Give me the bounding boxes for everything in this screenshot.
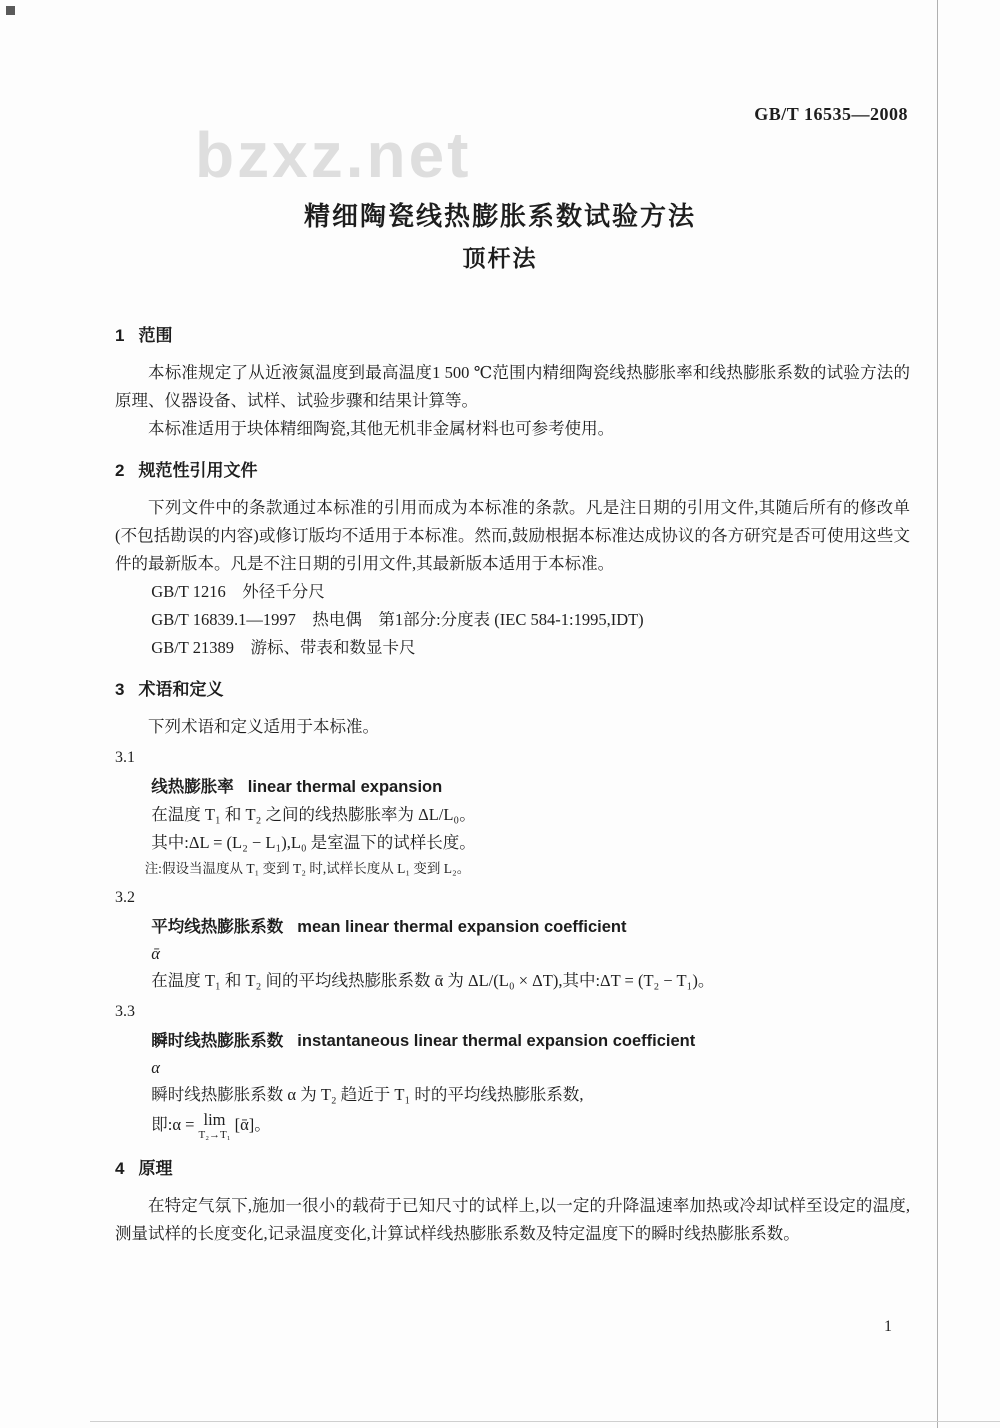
- term-3-2-chinese: 平均线热膨胀系数: [151, 918, 284, 936]
- section-3-intro: 下列术语和定义适用于本标准。: [148, 717, 379, 736]
- clause-3-1-definition-2: 其中:ΔL = (L₂ − L₁),L₀ 是室温下的试样长度。: [151, 833, 476, 852]
- section-4-number: 4: [115, 1159, 125, 1179]
- normative-reference-1: GB/T 1216 外径千分尺: [151, 582, 325, 601]
- section-3-number: 3: [115, 680, 125, 699]
- clause-3-1-number: 3.1: [115, 749, 135, 766]
- term-3-2-english: mean linear thermal expansion coefficient: [297, 918, 627, 936]
- clause-3-2-definition: 在温度 T₁ 和 T₂ 间的平均线热膨胀系数 ᾱ 为 ΔL/(L₀ × ΔT),其中:ΔT = (T₂ − T₁)。: [151, 971, 715, 990]
- section-4-title: 原理: [138, 1159, 173, 1179]
- document-title: 精细陶瓷线热膨胀系数试验方法: [303, 201, 696, 231]
- section-2-heading: [115, 457, 910, 485]
- scan-bottom-line: [90, 1421, 1000, 1422]
- section-1-title: 范围: [138, 326, 173, 345]
- clause-3-3-definition: 瞬时线热膨胀系数 α 为 T₂ 趋近于 T₁ 时的平均线热膨胀系数,: [151, 1085, 584, 1104]
- clause-3-2-number: 3.2: [115, 889, 135, 906]
- document-body: [115, 322, 910, 1248]
- normative-reference-2: GB/T 16839.1—1997 热电偶 第1部分:分度表 (IEC 584-1:1995,IDT): [151, 610, 644, 629]
- symbol-alpha: α: [151, 1058, 160, 1077]
- clause-3-1-definition-1: 在温度 T₁ 和 T₂ 之间的线热膨胀率为 ΔL/L₀。: [151, 805, 476, 824]
- clause-3-1-note: 注:假设当温度从 T₁ 变到 T₂ 时,试样长度从 L₁ 变到 L₂。: [144, 861, 471, 876]
- term-3-3-english: instantaneous linear thermal expansion coefficient: [297, 1032, 696, 1050]
- normative-reference-3: GB/T 21389 游标、带表和数显卡尺: [151, 638, 416, 657]
- limit-operator: [198, 1111, 230, 1141]
- section-1-paragraph-2: 本标准适用于块体精细陶瓷,其他无机非金属材料也可参考使用。: [148, 419, 615, 438]
- clause-3-3-number: 3.3: [115, 1003, 135, 1020]
- page-number: 1: [884, 1318, 892, 1335]
- section-2-title: 规范性引用文件: [138, 461, 258, 480]
- standard-number: GB/T 16535—2008: [754, 104, 908, 124]
- term-3-1-english: linear thermal expansion: [247, 778, 443, 796]
- term-3-1: [115, 773, 910, 801]
- section-1-paragraph-1: 本标准规定了从近液氮温度到最高温度1 500 ℃范围内精细陶瓷线热膨胀率和线热膨胀系数的试验方法的原理、仪器设备、试样、试验步骤和结果计算等。: [115, 363, 910, 410]
- lim-word: lim: [203, 1110, 226, 1130]
- section-2-number: 2: [115, 461, 125, 480]
- watermark: bzxz.net: [195, 119, 472, 191]
- symbol-mean-alpha: ᾱ: [151, 944, 160, 963]
- document-subtitle: 顶杆法: [462, 245, 538, 271]
- section-3-heading: [115, 676, 910, 704]
- section-3-title: 术语和定义: [138, 680, 224, 699]
- section-4-heading: [115, 1155, 910, 1183]
- section-1-heading: [115, 322, 910, 350]
- term-3-3-chinese: 瞬时线热膨胀系数: [151, 1032, 284, 1050]
- lim-subscript: T₂→T₁: [198, 1129, 231, 1142]
- section-1-number: 1: [115, 326, 125, 345]
- formula-instantaneous-coefficient: [115, 1111, 910, 1141]
- term-3-1-chinese: 线热膨胀率: [151, 778, 234, 796]
- section-2-paragraph-1: 下列文件中的条款通过本标准的引用而成为本标准的条款。凡是注日期的引用文件,其随后所有的修改单(不包括勘误的内容)或修订版均不适用于本标准。然而,鼓励根据本标准达成协议的各方研究是否可使用这些文件的最新版本。凡是不注日期的引用文件,其最新版本适用于本标准。: [115, 498, 910, 573]
- term-3-3: [115, 1027, 910, 1055]
- section-4-paragraph-1: 在特定气氛下,施加一很小的载荷于已知尺寸的试样上,以一定的升降温速率加热或冷却试样至设定的温度,测量试样的长度变化,记录温度变化,计算试样线热膨胀系数及特定温度下的瞬时线热膨胀系数。: [115, 1196, 910, 1244]
- formula-prefix: 即:α =: [151, 1115, 195, 1134]
- formula-suffix: [ᾱ]。: [234, 1115, 271, 1134]
- term-3-2: [115, 913, 910, 941]
- scan-artifact-corner: [6, 6, 15, 15]
